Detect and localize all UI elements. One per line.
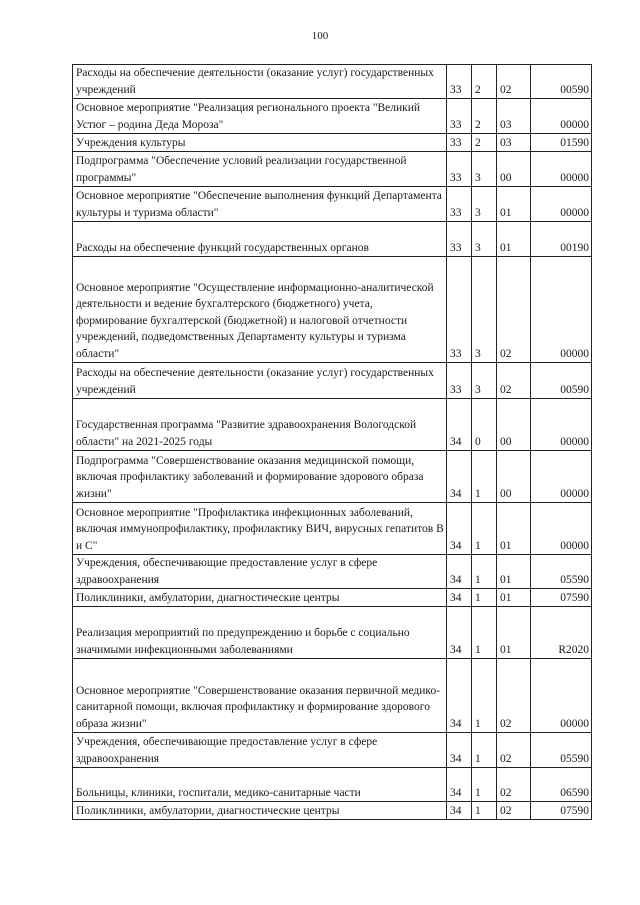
code-cell: 1 [472,589,497,607]
code-cell: 1 [472,503,497,555]
table-row [73,451,592,503]
code-cell: 2 [472,134,497,152]
code-cell: 34 [447,802,472,820]
code-cell: 03 [497,99,531,134]
code-cell: 00000 [531,187,592,222]
code-cell: 33 [447,363,472,399]
code-cell: 00000 [531,99,592,134]
code-cell: 02 [497,257,531,363]
row-description: Подпрограмма "Совершенствование оказания медицинской помощи, включая профилактику заболеваний и формирование здорового образа жизни" [73,451,447,503]
code-cell: 07590 [531,802,592,820]
table-row [73,363,592,399]
table-row [73,65,592,99]
row-description: Расходы на обеспечение функций государственных органов [73,222,447,257]
code-cell: 33 [447,222,472,257]
code-cell: 02 [497,363,531,399]
code-cell: 01 [497,222,531,257]
code-cell: 33 [447,152,472,187]
code-cell: 00000 [531,451,592,503]
row-description: Государственная программа "Развитие здравоохранения Вологодской области" на 2021-2025 годы [73,399,447,451]
code-cell: 34 [447,589,472,607]
table-row [73,187,592,222]
code-cell: 01 [497,589,531,607]
code-cell: 34 [447,451,472,503]
row-description: Основное мероприятие "Профилактика инфекционных заболеваний, включая иммунопрофилактику, профилактику ВИЧ, вирусных гепатитов В и С" [73,503,447,555]
code-cell: 01 [497,607,531,659]
table-row [73,589,592,607]
code-cell: 1 [472,733,497,768]
code-cell: 00000 [531,257,592,363]
code-cell: R2020 [531,607,592,659]
code-cell: 00590 [531,363,592,399]
row-description: Расходы на обеспечение деятельности (оказание услуг) государственных учреждений [73,65,447,99]
table-row [73,399,592,451]
code-cell: 05590 [531,733,592,768]
table-row [73,802,592,820]
table-row [73,768,592,802]
code-cell: 01 [497,555,531,589]
code-cell: 02 [497,768,531,802]
table-row [73,257,592,363]
code-cell: 34 [447,607,472,659]
code-cell: 3 [472,257,497,363]
code-cell: 00000 [531,503,592,555]
row-description: Поликлиники, амбулатории, диагностические центры [73,802,447,820]
row-description: Основное мероприятие "Совершенствование оказания первичной медико-санитарной помощи, включая профилактику и формирование здорового образа жизни" [73,659,447,733]
code-cell: 01590 [531,134,592,152]
row-description: Основное мероприятие "Осуществление информационно-аналитической деятельности и ведение бухгалтерского (бюджетного) учета, формирование бухгалтерской (бюджетной) и налоговой отчетности учреждений, подведомственных Департаменту культуры и туризма области" [73,257,447,363]
budget-classification-table [72,64,592,820]
row-description: Реализация мероприятий по предупреждению и борьбе с социально значимыми инфекционными заболеваниями [73,607,447,659]
code-cell: 34 [447,768,472,802]
code-cell: 02 [497,802,531,820]
code-cell: 00 [497,399,531,451]
code-cell: 00 [497,152,531,187]
code-cell: 3 [472,187,497,222]
code-cell: 0 [472,399,497,451]
code-cell: 05590 [531,555,592,589]
code-cell: 34 [447,503,472,555]
code-cell: 01 [497,503,531,555]
table-row [73,134,592,152]
code-cell: 1 [472,451,497,503]
row-description: Подпрограмма "Обеспечение условий реализации государственной программы" [73,152,447,187]
code-cell: 1 [472,607,497,659]
row-description: Учреждения, обеспечивающие предоставление услуг в сфере здравоохранения [73,733,447,768]
row-description: Учреждения культуры [73,134,447,152]
code-cell: 2 [472,65,497,99]
table-row [73,222,592,257]
table-row [73,607,592,659]
table-row [73,503,592,555]
code-cell: 06590 [531,768,592,802]
code-cell: 00190 [531,222,592,257]
code-cell: 33 [447,187,472,222]
code-cell: 33 [447,257,472,363]
code-cell: 33 [447,134,472,152]
code-cell: 1 [472,659,497,733]
code-cell: 00000 [531,659,592,733]
table-row [73,733,592,768]
code-cell: 1 [472,802,497,820]
code-cell: 02 [497,659,531,733]
table-row [73,555,592,589]
table-row [73,152,592,187]
code-cell: 2 [472,99,497,134]
code-cell: 01 [497,187,531,222]
code-cell: 00000 [531,152,592,187]
code-cell: 33 [447,99,472,134]
code-cell: 02 [497,733,531,768]
row-description: Учреждения, обеспечивающие предоставление услуг в сфере здравоохранения [73,555,447,589]
code-cell: 07590 [531,589,592,607]
code-cell: 00 [497,451,531,503]
table-row [73,99,592,134]
code-cell: 1 [472,555,497,589]
row-description: Больницы, клиники, госпитали, медико-санитарные части [73,768,447,802]
row-description: Поликлиники, амбулатории, диагностические центры [73,589,447,607]
code-cell: 3 [472,222,497,257]
code-cell: 00590 [531,65,592,99]
code-cell: 3 [472,152,497,187]
code-cell: 34 [447,399,472,451]
code-cell: 34 [447,659,472,733]
code-cell: 00000 [531,399,592,451]
code-cell: 1 [472,768,497,802]
code-cell: 03 [497,134,531,152]
row-description: Основное мероприятие "Обеспечение выполнения функций Департамента культуры и туризма области" [73,187,447,222]
code-cell: 34 [447,733,472,768]
row-description: Расходы на обеспечение деятельности (оказание услуг) государственных учреждений [73,363,447,399]
row-description: Основное мероприятие "Реализация регионального проекта "Великий Устюг – родина Деда Мороза" [73,99,447,134]
code-cell: 3 [472,363,497,399]
code-cell: 02 [497,65,531,99]
code-cell: 33 [447,65,472,99]
page-number: 100 [311,30,329,42]
code-cell: 34 [447,555,472,589]
table-row [73,659,592,733]
